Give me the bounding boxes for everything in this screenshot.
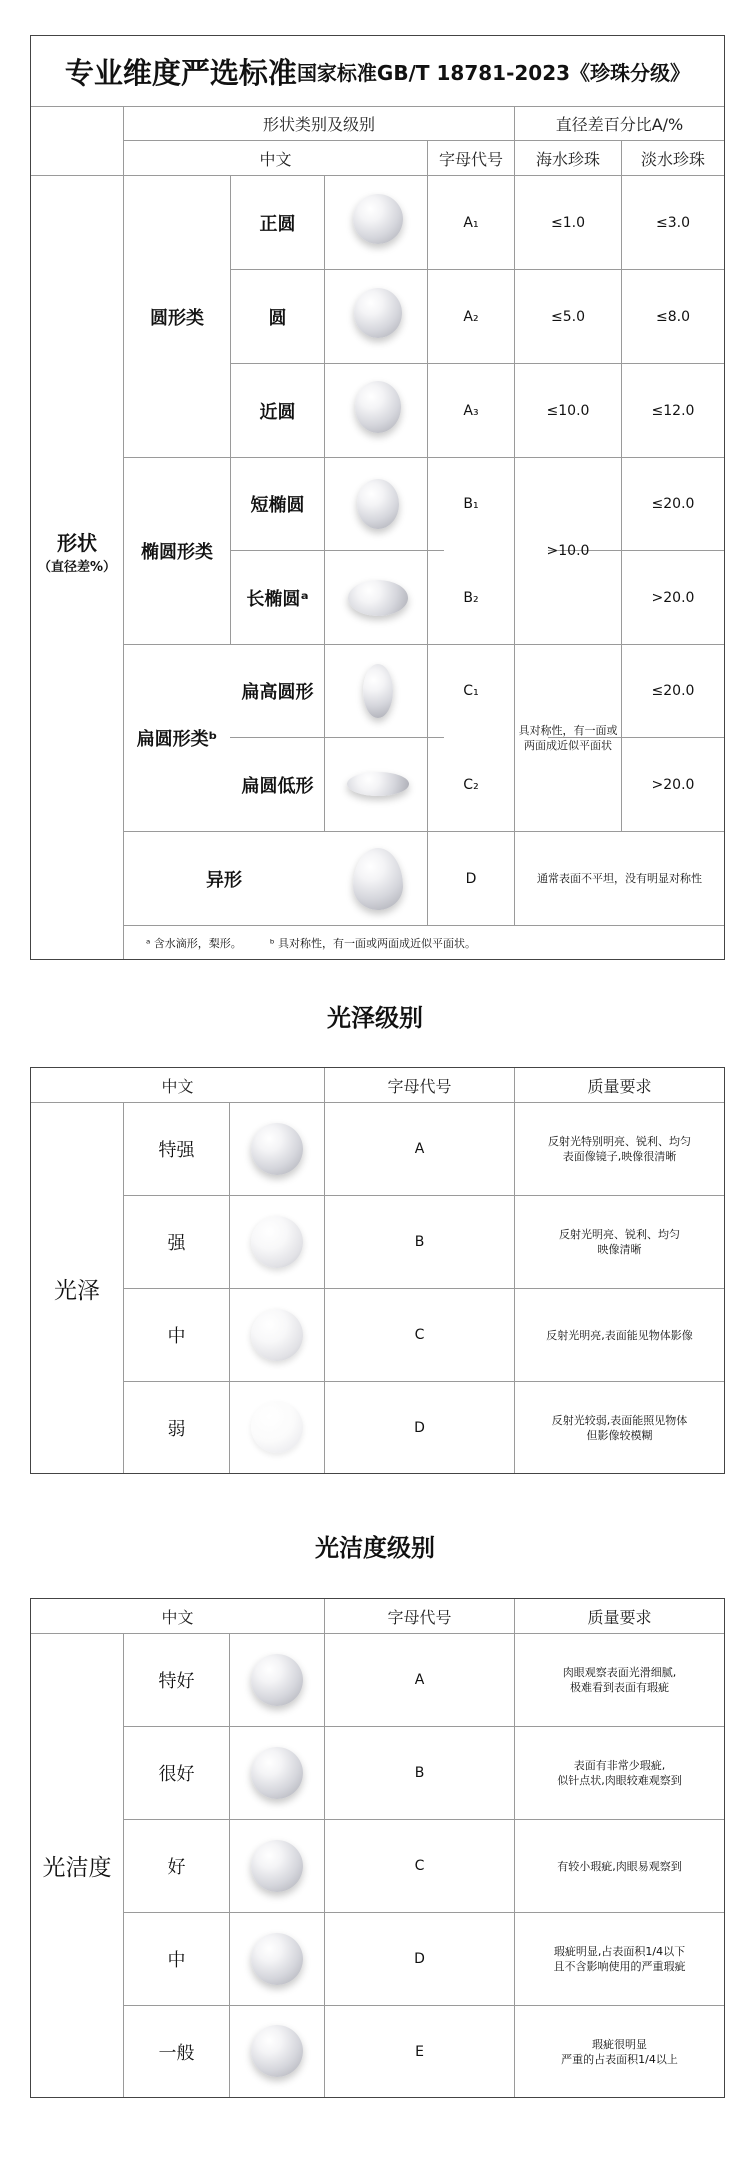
pearl-image [353,194,403,244]
group-flat: 扁圆形类ᵇ [136,729,218,750]
group-oval: 椭圆形类 [141,542,213,563]
pearl-image [251,1216,303,1268]
shape-code: B₁ [463,496,479,512]
shape-code: A₃ [463,402,479,419]
shape-name: 扁高圆形 [241,682,314,703]
luster-requirement: 反射光特别明亮、锐利、均匀 表面像镜子,映像很清晰 [548,1135,691,1163]
shape-name: 长椭圆ᵃ [246,588,309,610]
pearl-image [251,1123,303,1175]
header-chinese: 中文 [161,1607,194,1627]
pearl-image [251,1654,303,1706]
clarity-code: E [415,2043,424,2060]
clarity-requirement: 肉眼观察表面光滑细腻, 极难看到表面有瑕疵 [562,1666,677,1694]
shape-code: A₁ [463,214,479,231]
freshwater-value: ≤20.0 [651,683,695,699]
luster-requirement: 反射光明亮,表面能见物体影像 [546,1328,693,1342]
row-label-shape-title: 形状 [57,530,97,555]
clarity-name: 一般 [158,2042,195,2064]
luster-heading: 光泽级别 [327,1003,423,1032]
header-quality: 质量要求 [587,1607,652,1627]
title-sub: 国家标准GB/T 18781-2023《珍珠分级》 [296,60,691,85]
luster-code: D [414,1419,425,1436]
pearl-image [363,664,393,718]
header-quality: 质量要求 [587,1076,652,1096]
row-label-clarity: 光洁度 [42,1855,112,1881]
clarity-code: B [414,1765,425,1781]
title-main: 专业维度严选标准 [64,55,297,90]
seawater-value: ≤10.0 [546,402,590,419]
luster-name: 中 [167,1326,186,1347]
luster-code: A [414,1141,425,1157]
shape-code: C₁ [463,683,479,699]
shape-name: 正圆 [259,213,296,235]
footnotes [124,926,724,959]
clarity-requirement: 瑕疵很明显 严重的占表面积1/4以上 [561,2037,678,2066]
luster-name: 特强 [158,1140,195,1161]
freshwater-value: ≤3.0 [656,214,690,231]
shape-code: A₂ [463,308,479,325]
irregular-description: 通常表面不平坦，没有明显对称性 [537,872,702,885]
clarity-code: A [414,1672,425,1688]
seawater-value: ≤1.0 [551,214,585,231]
header-seawater: 海水珍珠 [535,149,600,169]
clarity-code: D [414,1951,425,1967]
luster-code: C [414,1327,425,1343]
header-letter-code: 字母代号 [387,1607,452,1627]
header-letter-code: 字母代号 [387,1076,452,1096]
shape-code: C₂ [463,776,479,793]
header-letter-code: 字母代号 [438,149,503,169]
flat-seawater-value: 具对称性，有一面或 两面成近似平面状 [518,724,618,752]
shape-code: B₂ [463,589,479,606]
clarity-requirement: 瑕疵明显,占表面积1/4以下 且不含影响使用的严重瑕疵 [553,1945,686,1973]
luster-requirement: 反射光明亮、锐利、均匀 映像清晰 [559,1228,680,1256]
row-label-shape [31,176,123,925]
pearl-image [251,1933,303,1985]
oval-seawater-value: >10.0 [546,543,590,559]
seawater-value: ≤5.0 [551,308,585,325]
luster-table [30,1067,725,1474]
footnote-a: ᵃ 含水滴形，梨形。 [146,936,242,950]
pearl-image [354,288,402,338]
shape-table-title [31,36,724,106]
shape-name: 圆 [268,307,287,329]
pearl-image [353,848,403,910]
clarity-name: 特好 [158,1671,195,1692]
clarity-requirement: 有较小瑕疵,肉眼易观察到 [557,1859,682,1873]
footnote-b: ᵇ 具对称性，有一面或两面成近似平面状。 [269,936,477,950]
pearl-image [251,1840,303,1892]
clarity-heading: 光洁度级别 [315,1533,435,1562]
shape-table [30,35,725,960]
freshwater-value: >20.0 [651,589,695,606]
irregular-code: D [465,870,477,887]
luster-name: 弱 [167,1418,186,1440]
pearl-image [348,580,408,616]
shape-name: 短椭圆 [250,495,305,516]
header-chinese: 中文 [161,1076,194,1096]
clarity-name: 好 [167,1857,186,1878]
freshwater-value: ≤12.0 [651,402,695,419]
clarity-requirement: 表面有非常少瑕疵, 似针点状,肉眼较难观察到 [557,1759,682,1787]
clarity-name: 很好 [158,1764,195,1785]
row-label-luster: 光泽 [54,1277,100,1304]
luster-name: 强 [167,1233,186,1254]
shape-name: 扁圆低形 [241,775,314,797]
row-label-shape-sub: （直径差%） [37,559,117,575]
shape-name: 近圆 [259,401,296,423]
pearl-image [355,381,401,433]
pearl-image [347,772,409,796]
header-freshwater: 淡水珍珠 [640,149,705,169]
luster-code: B [414,1234,425,1250]
luster-requirement: 反射光较弱,表面能照见物体 但影像较模糊 [551,1413,688,1442]
header-diameter-diff: 直径差百分比A/% [555,115,684,134]
group-round: 圆形类 [150,307,204,329]
header-shape-category: 形状类别及级别 [262,115,375,134]
freshwater-value: >20.0 [651,776,695,793]
clarity-code: C [414,1858,425,1874]
pearl-image [357,479,399,529]
pearl-image [251,1309,303,1361]
freshwater-value: ≤8.0 [656,308,690,325]
header-chinese: 中文 [259,149,292,169]
irregular-name: 异形 [206,869,242,891]
pearl-image [251,2025,303,2077]
clarity-table [30,1598,725,2098]
clarity-name: 中 [167,1950,186,1971]
pearl-image [251,1747,303,1799]
pearl-image [251,1401,303,1453]
freshwater-value: ≤20.0 [651,496,695,512]
